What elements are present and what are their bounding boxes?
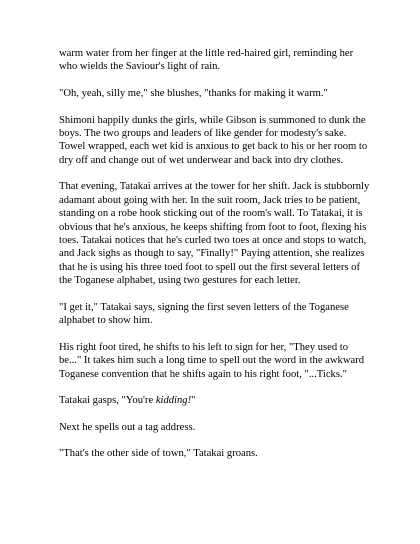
paragraph: "That's the other side of town," Tatakai groans. — [59, 448, 258, 460]
paragraph: Next he spells out a tag address. — [59, 421, 196, 433]
document-page — [59, 47, 371, 474]
gasp-emphasis: kidding! — [155, 395, 192, 407]
paragraph: That evening, Tatakai arrives at the tower for her shift. Jack is stubbornly adamant about going with her. In the suit room, Jack tries to be patient, standing on a robe hook sticking out of the room's wall. To Tatakai, it is obvious that he's anxious, he keeps shifting from foot to foot, flexing his toes. Tatakai notices that he's curled two toes at once and stops to watch, and Jack sighs as though to say, "Finally!" Paying attention, she realizes that he is using his three toed foot to spell out the first several letters of the Toganese alphabet, using two gestures for each letter. — [59, 181, 370, 287]
gasp-text-before: Tatakai gasps, "You're — [59, 395, 156, 407]
paragraph: Shimoni happily dunks the girls, while Gibson is summoned to dunk the boys. The two groups and leaders of like gender for modesty's sake. Towel wrapped, each wet kid is anxious to get back to his or her room to dry off and change out of wet underwear and back into dry clothes. — [59, 114, 368, 166]
paragraph: His right foot tired, he shifts to his left to sign for her, "They used to be..." It takes him such a long time to spell out the word in the awkward Toganese convention that he shifts again to his right foot, "...Ticks." — [59, 341, 365, 380]
gasp-text-after: " — [191, 395, 196, 407]
paragraph: "Oh, yeah, silly me," she blushes, "thanks for making it warm." — [59, 88, 328, 99]
paragraph-gasp — [59, 394, 371, 407]
paragraph: warm water from her finger at the little red-haired girl, reminding her who wields the Saviour's light of rain. — [59, 48, 354, 73]
paragraph: "I get it," Tatakai says, signing the first seven letters of the Toganese alphabet to show him. — [59, 301, 349, 327]
